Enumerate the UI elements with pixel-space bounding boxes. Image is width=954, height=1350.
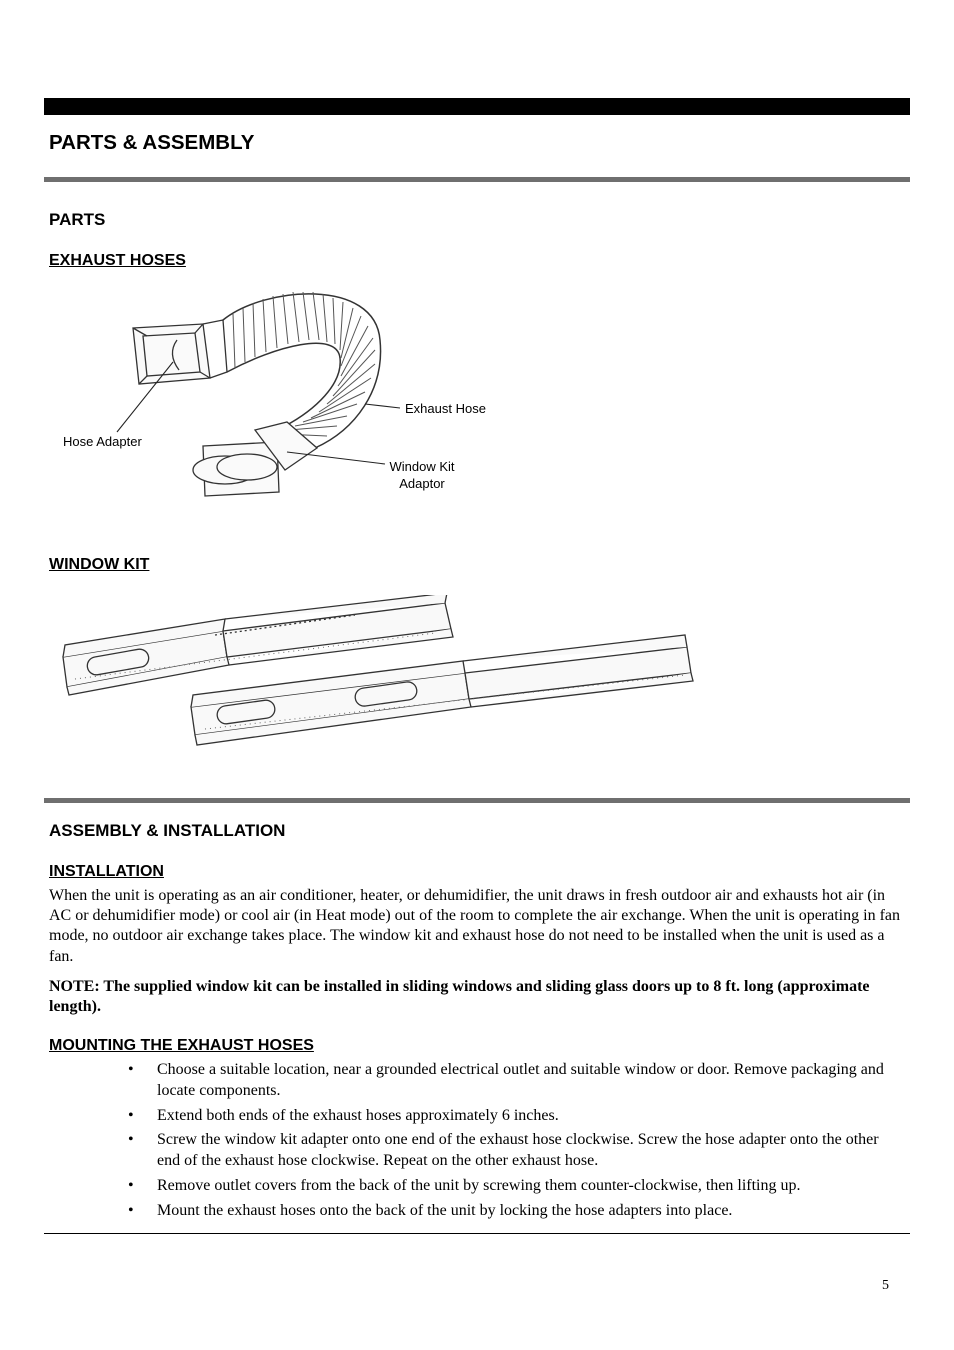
- bullet: •: [128, 1201, 134, 1219]
- section-divider: [44, 177, 910, 182]
- exhaust-hoses-heading: EXHAUST HOSES: [49, 252, 186, 269]
- footer-rule: [44, 1233, 910, 1234]
- list-item: • Choose a suitable location, near a grounded electrical outlet and suitable window or door. Remove packaging and locate components.: [128, 1061, 884, 1099]
- window-kit-adaptor-label-line1: Window Kit: [389, 459, 455, 474]
- parts-heading: PARTS: [49, 210, 106, 229]
- section-divider-assembly: [44, 798, 910, 803]
- window-kit-adaptor-label-line2: Adaptor: [399, 476, 445, 491]
- mounting-steps: [100, 1060, 890, 1226]
- bullet: •: [128, 1131, 134, 1149]
- page-number: 5: [882, 1278, 889, 1293]
- list-item: • Screw the window kit adapter onto one end of the exhaust hose clockwise. Screw the hose adapter onto the other end of the exhaust hose clockwise. Repeat on the other exhaust hose.: [128, 1131, 879, 1170]
- page-title: PARTS & ASSEMBLY: [49, 131, 255, 154]
- list-item: • Mount the exhaust hoses onto the back of the unit by locking the hose adapters into place.: [100, 1201, 890, 1222]
- exhaust-hose-label: Exhaust Hose: [405, 401, 486, 416]
- list-item: • Extend both ends of the exhaust hoses approximately 6 inches.: [100, 1106, 890, 1127]
- installation-body: When the unit is operating as an air conditioner, heater, or dehumidifier, the unit draws in fresh outdoor air and exhausts hot air (in AC or dehumidifier mode) or cool air (in Heat mode) out of the room to complete the air exchange. When the unit is operating in fan mode, no outdoor air exchange takes place. The window kit and exhaust hose do not need to be installed when the unit is used as a fan.: [49, 887, 900, 965]
- bullet: •: [128, 1176, 134, 1194]
- header-bar: [44, 98, 910, 115]
- installation-heading: INSTALLATION: [49, 863, 164, 880]
- assembly-heading: ASSEMBLY & INSTALLATION: [49, 821, 286, 840]
- installation-note: NOTE: The supplied window kit can be installed in sliding windows and sliding glass doors up to 8 ft. long (approximate length).: [49, 978, 870, 1016]
- hose-adapter-label: Hose Adapter: [63, 434, 142, 449]
- window-kit-heading: WINDOW KIT: [49, 556, 150, 573]
- bullet: •: [128, 1061, 134, 1078]
- window-kit-illustration: [55, 595, 715, 755]
- bullet: •: [128, 1106, 134, 1124]
- list-item: • Remove outlet covers from the back of the unit by screwing them counter-clockwise, then lifting up.: [100, 1176, 890, 1197]
- mounting-heading: MOUNTING THE EXHAUST HOSES: [49, 1037, 314, 1054]
